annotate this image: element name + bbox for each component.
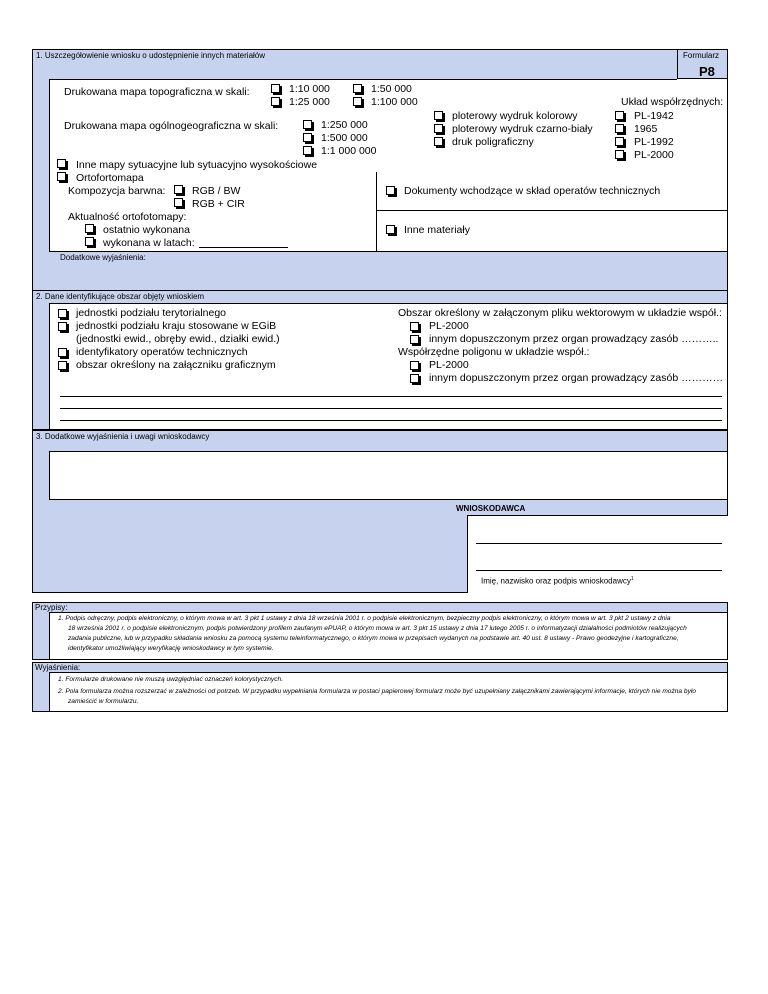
formularz-label: Formularz: [683, 51, 720, 60]
checkbox-geo-500000[interactable]: [303, 133, 312, 142]
section1-title: 1. Uszczegółowienie wniosku o udostępnienie innych materiałów: [36, 51, 266, 60]
remarks-field[interactable]: [49, 451, 728, 500]
checkbox-coord-1965[interactable]: [615, 124, 624, 133]
vector-other-label: innym dopuszczonym przez organ prowadzący zasób ………..: [429, 333, 719, 345]
coord-pl1992-label: PL-1992: [634, 136, 674, 148]
other-maps-label: Inne mapy sytuacyjne lub sytuacyjno wysokościowe: [76, 159, 318, 171]
print-bw-label: ploterowy wydruk czarno-biały: [452, 123, 593, 135]
coord-pl2000-label: PL-2000: [634, 149, 674, 161]
rgb-bw-label: RGB / BW: [192, 185, 241, 197]
applicant-label: WNIOSKODAWCA: [456, 504, 526, 513]
footnotes-title: Przypisy:: [35, 603, 68, 612]
years-input-line[interactable]: [199, 247, 288, 248]
checkbox-operat-ids[interactable]: [58, 348, 67, 357]
area-input-line-2[interactable]: [60, 408, 722, 409]
coord-1965-label: 1965: [634, 123, 658, 135]
additional-explanations-field[interactable]: [50, 262, 727, 290]
checkbox-geo-1000000[interactable]: [303, 146, 312, 155]
footnote-line: zadania publiczne, lub w przypadku składania wniosku za pomocą systemu teleinformatycznego, o którym mowa w przepisach wydanych na podstawie art. 40 ust. 8 ustawy - Prawo geodezyjne i kartograficzne,: [68, 635, 679, 642]
signature-line-1[interactable]: [476, 543, 722, 544]
rgb-cir-label: RGB + CIR: [192, 198, 245, 210]
egib-units-label: jednostki podziału kraju stosowane w EGiB: [76, 320, 277, 332]
composition-label: Kompozycja barwna:: [68, 185, 166, 197]
signature-caption: Imię, nazwisko oraz podpis wnioskodawcy$^1$: [481, 576, 634, 586]
explanation-line: 1. Formularze drukowane nie muszą uwzględniać oznaczeń kolorystycznych.: [58, 676, 284, 683]
checkbox-vector-pl2000[interactable]: [410, 322, 419, 331]
operat-ids-label: identyfikatory operatów technicznych: [76, 346, 248, 358]
checkbox-topo-50000[interactable]: [353, 84, 362, 93]
checkbox-print-poly[interactable]: [434, 137, 443, 146]
form-code: P8: [699, 64, 715, 79]
vector-file-label: Obszar określony w załączonym pliku wektorowym w układzie współ.:: [398, 307, 722, 319]
section2-title: 2. Dane identyfikujące obszar objęty wnioskiem: [36, 292, 205, 301]
geo-scale-1000000: 1:1 000 000: [321, 145, 377, 157]
actuality-label: Aktualność ortofotomapy:: [68, 211, 187, 223]
explanations-title: Wyjaśnienia:: [35, 663, 81, 672]
checkbox-other-materials[interactable]: [386, 225, 395, 234]
checkbox-topo-100000[interactable]: [353, 97, 362, 106]
vector-pl2000-label: PL-2000: [429, 320, 469, 332]
coord-system-label: Układ współrzędnych:: [621, 96, 724, 108]
explanation-line: 2. Pola formularza można rozszerzać w zależności od potrzeb. W przypadku wypełniania formularza w postaci papierowej formularz może być uzupełniany załącznikami zawierającymi informacje, których nie można było: [58, 688, 697, 695]
checkbox-coord-pl1942[interactable]: [615, 111, 624, 120]
checkbox-territorial-units[interactable]: [58, 309, 67, 318]
other-materials-label: Inne materiały: [404, 224, 470, 236]
checkbox-vector-other[interactable]: [410, 335, 419, 344]
checkbox-latest[interactable]: [85, 224, 94, 233]
topo-scale-50000: 1:50 000: [371, 83, 412, 95]
checkbox-graphic-attachment[interactable]: [58, 361, 67, 370]
footnote-line: 1. Podpis odręczny, podpis elektroniczny, o którym mowa w art. 3 pkt 1 ustawy z dnia 18 września 2001 r. o podpisie elektronicznym, bezpieczny podpis elektroniczny, o którym mowa w art. 3 pkt 2 ustawy z dnia: [58, 615, 671, 622]
topo-map-label: Drukowana mapa topograficzna w skali:: [64, 86, 250, 98]
print-poly-label: druk poligraficzny: [452, 136, 534, 148]
footnote-line: identyfikator umożliwiający weryfikację wnioskodawcy w tym systemie.: [68, 645, 274, 652]
additional-explanations-label: Dodatkowe wyjaśnienia:: [60, 253, 146, 262]
checkbox-topo-10000[interactable]: [271, 84, 280, 93]
checkbox-geo-250000[interactable]: [303, 120, 312, 129]
polygon-pl2000-label: PL-2000: [429, 359, 469, 371]
signature-line-2[interactable]: [476, 570, 722, 571]
orthophoto-label: Ortofortomapa: [76, 172, 144, 184]
divider: [49, 79, 677, 80]
divider: [376, 172, 377, 251]
topo-scale-25000: 1:25 000: [289, 96, 330, 108]
polygon-coords-label: Współrzędne poligonu w układzie współ.:: [398, 346, 590, 358]
checkbox-rgb-cir[interactable]: [174, 198, 183, 207]
explanation-line: zamieścić w formularzu.: [68, 698, 139, 705]
topo-scale-10000: 1:10 000: [289, 83, 330, 95]
graphic-attachment-label: obszar określony na załączniku graficznym: [76, 359, 276, 371]
checkbox-egib-units[interactable]: [58, 322, 67, 331]
checkbox-print-color[interactable]: [434, 111, 443, 120]
latest-label: ostatnio wykonana: [103, 224, 190, 236]
checkbox-orthophoto[interactable]: [57, 172, 66, 181]
checkbox-years[interactable]: [85, 237, 94, 246]
checkbox-coord-pl2000[interactable]: [615, 150, 624, 159]
checkbox-other-maps[interactable]: [57, 159, 66, 168]
checkbox-rgb-bw[interactable]: [174, 185, 183, 194]
territorial-units-label: jednostki podziału terytorialnego: [76, 307, 227, 319]
geo-scale-500000: 1:500 000: [321, 132, 368, 144]
polygon-other-label: innym dopuszczonym przez organ prowadzący zasób …………: [429, 372, 724, 384]
footnote-line: 18 września 2001 r. o podpisie elektronicznym, podpis potwierdzony profilem zaufanym ePUAP, o którym mowa w art. 3 pkt 15 ustawy z dnia 17 lutego 2005 r. o informatyzacji działalności podmiotów realizujących: [68, 625, 687, 632]
checkbox-coord-pl1992[interactable]: [615, 137, 624, 146]
topo-scale-100000: 1:100 000: [371, 96, 418, 108]
egib-units-note: (jednostki ewid., obręby ewid., działki ewid.): [76, 333, 280, 345]
section3-title: 3. Dodatkowe wyjaśnienia i uwagi wnioskodawcy: [36, 432, 210, 441]
print-color-label: ploterowy wydruk kolorowy: [452, 110, 578, 122]
geo-scale-250000: 1:250 000: [321, 119, 368, 131]
area-input-line-3[interactable]: [60, 420, 722, 421]
checkbox-print-bw[interactable]: [434, 124, 443, 133]
area-input-line-1[interactable]: [60, 396, 722, 397]
checkbox-polygon-other[interactable]: [410, 374, 419, 383]
geo-map-label: Drukowana mapa ogólnogeograficzna w skali:: [64, 120, 279, 132]
coord-pl1942-label: PL-1942: [634, 110, 674, 122]
divider: [49, 251, 728, 252]
docs-label: Dokumenty wchodzące w skład operatów technicznych: [404, 185, 661, 197]
divider: [376, 210, 728, 211]
checkbox-topo-25000[interactable]: [271, 97, 280, 106]
checkbox-docs[interactable]: [386, 186, 395, 195]
years-label: wykonana w latach:: [103, 237, 195, 249]
checkbox-polygon-pl2000[interactable]: [410, 361, 419, 370]
